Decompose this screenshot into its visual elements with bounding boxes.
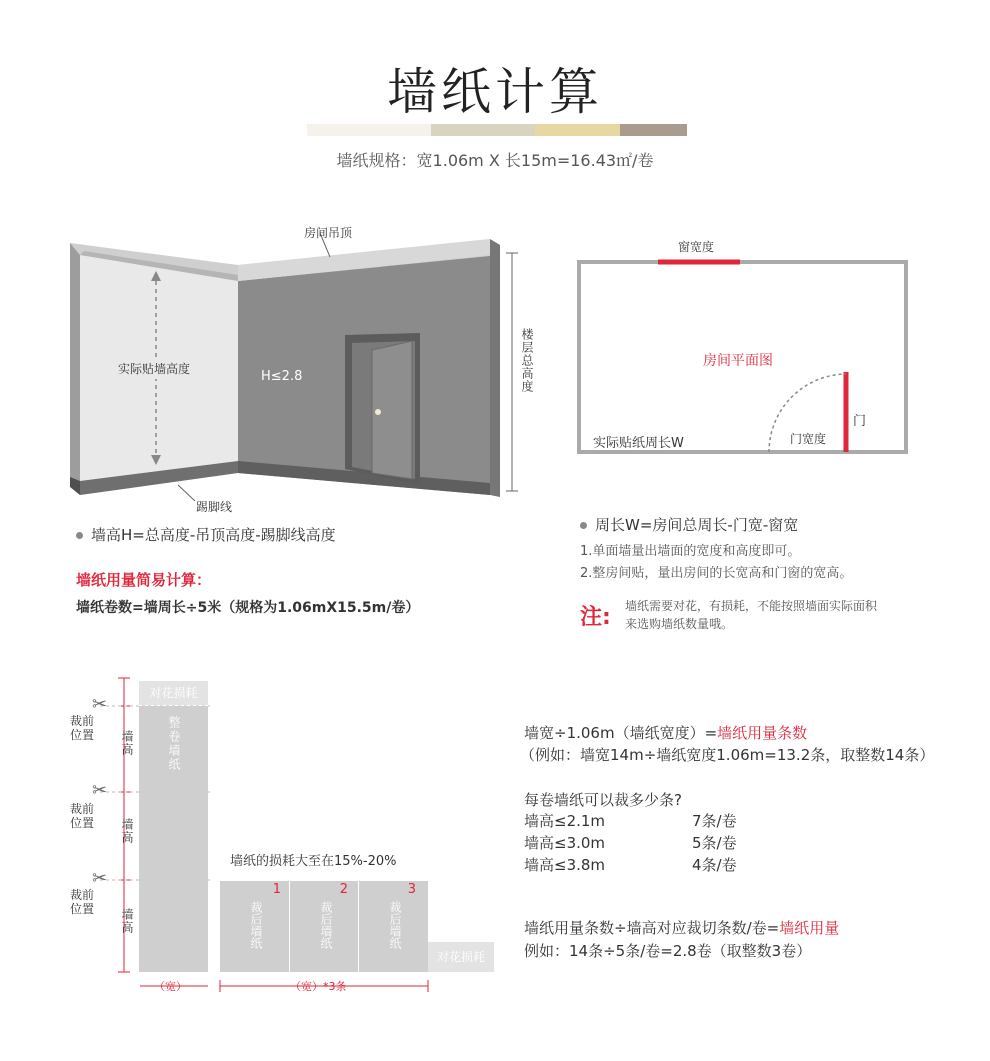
- floor-height-label: 楼层总高度: [520, 328, 534, 393]
- pattern-loss-label: 对花损耗: [149, 686, 198, 700]
- cut-strip-number: 2: [339, 882, 348, 897]
- page-title: 墙纸计算: [387, 63, 603, 121]
- wall-height-formula: [76, 524, 336, 545]
- cut-table-row: [524, 854, 737, 875]
- window-width-label: 窗宽度: [678, 240, 715, 254]
- cut-table-count: 5条/卷: [692, 834, 737, 852]
- palette-swatch-4: [620, 124, 687, 136]
- whole-roll-strip: [139, 706, 208, 972]
- scissors-icon: ✂: [92, 780, 108, 801]
- perimeter-formula: [580, 514, 798, 535]
- cut-table-row: [524, 810, 737, 831]
- warning-line-2: 来选购墙纸数量哦。: [625, 617, 734, 631]
- pattern-loss-strip: [139, 681, 208, 705]
- cut-strip-label: 裁后墙纸: [319, 901, 333, 949]
- wall-height-label-2: 墙高: [120, 818, 134, 844]
- loss-rate-text: 墙纸的损耗大至在15%-20%: [230, 854, 397, 869]
- rolls-question: 每卷墙纸可以裁多少条?: [524, 791, 682, 809]
- ceiling-label: 房间吊顶: [304, 226, 353, 240]
- perimeter-label: 实际贴纸周长W: [593, 436, 684, 451]
- palette-swatch-3: [535, 124, 620, 136]
- bullet-dot: [76, 532, 83, 539]
- palette-swatch-2: [431, 124, 535, 136]
- wall-height-label-3: 墙高: [120, 908, 134, 934]
- wallpaper-spec: 墙纸规格：宽1.06m X 长15m=16.43㎡/卷: [336, 151, 654, 170]
- cut-strip-number: 3: [407, 882, 416, 897]
- cut-strip-2: [290, 881, 358, 972]
- cut-strip-label: 裁后墙纸: [249, 901, 263, 949]
- wall-height-label-1: 墙高: [120, 730, 134, 756]
- calc-line-1-result: 墙纸用量条数: [717, 724, 808, 742]
- final-formula-result: 墙纸用量: [779, 919, 840, 937]
- perimeter-formula-text: 周长W=房间总周长-门宽-窗宽: [595, 516, 799, 534]
- warning-mark: 注:: [580, 605, 611, 630]
- calc-line-1-text: 墙宽÷1.06m（墙纸宽度）=: [524, 724, 718, 742]
- simple-calc-formula: 墙纸卷数=墙周长÷5米（规格为1.06mX15.5m/卷）: [76, 600, 420, 616]
- actual-height-label: 实际贴墙高度: [114, 358, 194, 379]
- pattern-loss-remainder-label: 对花损耗: [436, 950, 485, 964]
- calc-line-2: （例如：墙宽14m÷墙纸宽度1.06m=13.2条，取整数14条）: [520, 746, 935, 764]
- palette-swatch-1: [307, 124, 431, 136]
- cut-position-label-3: 裁前位置: [70, 888, 95, 916]
- whole-roll-label: 整卷墙纸: [167, 716, 181, 772]
- cut-strip-label: 裁后墙纸: [388, 901, 402, 949]
- triple-width-label: （宽）*3条: [290, 980, 347, 993]
- warning-line-1: 墙纸需要对花，有损耗，不能按照墙面实际面积: [625, 599, 878, 613]
- door-width-label: 门宽度: [790, 432, 827, 446]
- bullet-dot: [580, 522, 587, 529]
- room-plan-label: 房间平面图: [703, 353, 773, 369]
- final-example: 例如：14条÷5条/卷=2.8卷（取整数3卷）: [524, 942, 812, 960]
- cut-position-label-2: 裁前位置: [70, 802, 95, 830]
- pattern-loss-remainder: [428, 942, 494, 972]
- warning-text: [625, 597, 877, 633]
- note-1: 1.单面墙量出墙面的宽度和高度即可。: [580, 544, 801, 559]
- skirting-label: 踢脚线: [196, 500, 233, 514]
- simple-calc-heading: 墙纸用量简易计算：: [76, 571, 212, 589]
- wall-height-formula-text: 墙高H=总高度-吊顶高度-踢脚线高度: [91, 526, 336, 544]
- h-max-label: H≤2.8: [261, 369, 303, 384]
- final-formula: [524, 917, 839, 938]
- final-formula-text: 墙纸用量条数÷墙高对应裁切条数/卷=: [524, 919, 780, 937]
- cut-strip-3: [359, 881, 428, 972]
- scissors-icon: ✂: [92, 694, 108, 715]
- cut-table-count: 7条/卷: [692, 812, 737, 830]
- cut-table-height: 墙高≤2.1m: [524, 812, 606, 830]
- cut-table-row: [524, 832, 737, 853]
- cut-strip-number: 1: [272, 882, 281, 897]
- note-2: 2.整房间贴，量出房间的长宽高和门窗的宽高。: [580, 566, 853, 581]
- cut-strip-1: [220, 881, 289, 972]
- door-label: 门: [853, 414, 867, 429]
- cut-table-count: 4条/卷: [692, 856, 737, 874]
- cut-position-label-1: 裁前位置: [70, 714, 95, 742]
- scissors-icon: ✂: [92, 868, 108, 889]
- cut-table-height: 墙高≤3.8m: [524, 856, 606, 874]
- cut-table-height: 墙高≤3.0m: [524, 834, 606, 852]
- single-width-label: （宽）: [154, 980, 187, 993]
- calc-line-1: [524, 722, 807, 743]
